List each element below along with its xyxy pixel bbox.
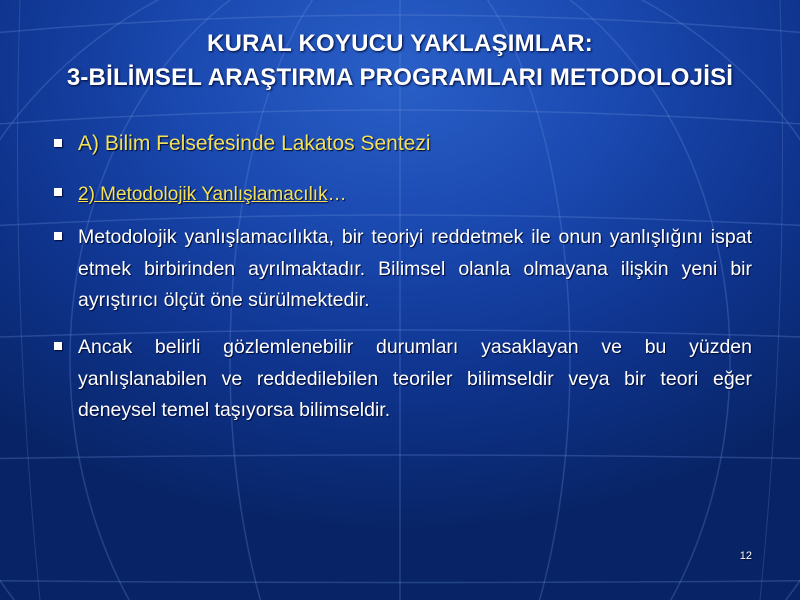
slide-title-line-1: KURAL KOYUCU YAKLAŞIMLAR: — [207, 30, 593, 57]
methodological-falsificationism-link[interactable]: 2) Metodolojik Yanlışlamacılık — [78, 184, 328, 205]
bullet-text-heading: A) Bilim Felsefesinde Lakatos Sentezi — [78, 132, 431, 155]
square-bullet-icon — [54, 188, 62, 196]
slide-page-number: 12 — [739, 550, 752, 562]
square-bullet-icon — [54, 342, 62, 350]
slide-title-line-2: 3-BİLİMSEL ARAŞTIRMA PROGRAMLARI METODOLOJİSİ — [66, 64, 734, 91]
square-bullet-icon — [54, 232, 62, 240]
link-suffix: … — [327, 184, 347, 205]
bullet-item-link — [78, 179, 752, 211]
bullet-text-paragraph-2: Ancak belirli gözlemlenebilir durumları yasaklayan ve bu yüzden yanlışlanabilen ve reddedilebilen teoriler bilimseldir veya bir teori eğer deneysel temel taşıyorsa bilimseldir. — [78, 336, 752, 421]
bullet-text-paragraph-1: Metodolojik yanlışlamacılıkta, bir teoriyi reddetmek ile onun yanlışlığını ispat etmek birbirinden ayrılmaktadır. Bilimsel olanla olmayana ilişkin yeni bir ayrıştırıcı ölçüt öne sürülmektedir. — [78, 226, 752, 311]
square-bullet-icon — [54, 139, 62, 147]
